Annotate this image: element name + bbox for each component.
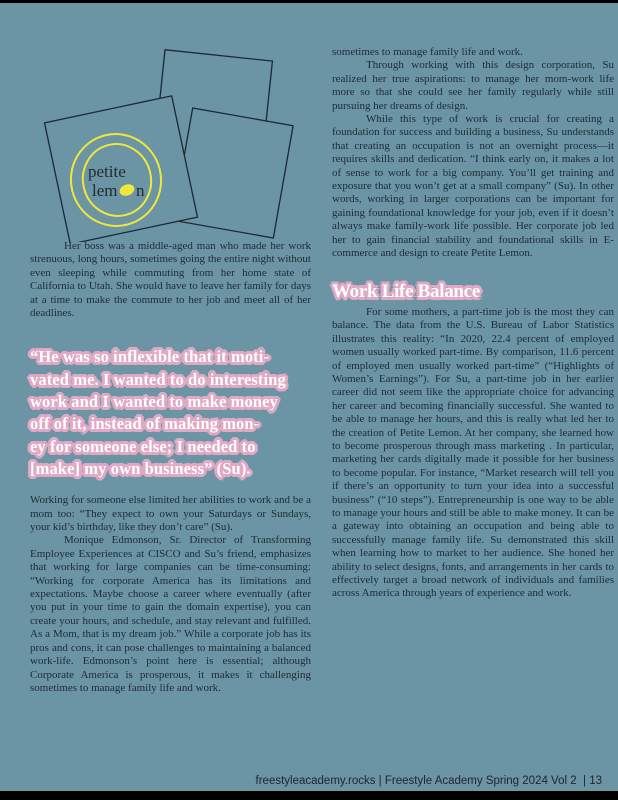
logo-word-petite: petite <box>88 162 126 181</box>
logo-word-lemon-pre: lem <box>92 181 118 200</box>
greeting-cards-illustration <box>30 30 311 242</box>
pull-quote-line: ey for someone else; I needed to <box>30 436 256 456</box>
top-border-bar <box>0 0 618 3</box>
footer-text: freestyleacademy.rocks | Freestyle Academy Spring 2024 Vol 2 | 13 <box>255 775 602 787</box>
pull-quote-line: vated me. I wanted to do interesting <box>30 369 286 389</box>
paragraph-through-working: Through working with this design corporation, Su realized her true aspirations: to manage her mom-work life more so that she could see her family regularly while still pursuing her dreams of design. <box>332 59 614 112</box>
paragraph-boss: Her boss was a middle-aged man who made her work strenuous, long hours, sometimes going the entire night without even sleeping while commuting from her home state of California to Utah. She would have to leave her family for days at a time to make the commute to her job and meet all of her deadlines. <box>30 240 311 320</box>
paragraph-monique-edmonson: Monique Edmonson, Sr. Director of Transforming Employee Experiences at CISCO and Su’s friend, emphasizes that working for large companies can be time-consuming: “Working for corporate America has its limitations and expectations. Maybe choose a career where eventually (after you put in your time to gain the domain expertise), you can create your hours, and schedule, and stay relevant and fulfilled. As a Mom, that is my dream job.” While a corporate job has its pros and cons, it can pose challenges to maintaining a balanced work-life. Edmonson’s point here is essential; although Corporate America is prosperous, it makes it challenging sometimes to manage family life and work. <box>30 534 311 694</box>
pull-quote-line: “He was so inflexible that it moti- <box>30 347 270 367</box>
paragraph-working-for-someone: Working for someone else limited her abilities to work and be a mom too: “They expect to own your Saturdays or Sundays, your kid’s birthday, like they don’t care” (Su). <box>30 494 311 534</box>
paragraph-while-this-type: While this type of work is crucial for creating a foundation for success and building a business, Su understands that creating an occupation is not an overnight process—it requires skills and dedication. “I think early on, it makes a lot of sense to work for a big company. You’ll get training and exposure that you won’t get at a small company” (Su). In other words, working in larger corporations can be important for gaining foundational knowledge for your job, even if it doesn’t always make family-work life possible. Her corporate job led her to gain financial stability and foundational skills in E-commerce and design to create Petite Lemon. <box>332 113 614 260</box>
left-column <box>30 240 311 695</box>
paragraph-continuation: sometimes to manage family life and work. <box>332 46 523 58</box>
paragraph-for-some-mothers: For some mothers, a part-time job is the most they can balance. The data from the U.S. Bureau of Labor Statistics illustrates this reality: “In 2020, 22.4 percent of employed women usually worked part-time. By comparison, 11.6 percent of employed men usually worked part-time” (“Highlights of Women’s Earnings”). For Su, a part-time job in her earlier career did not seem like the appropriate choice for advancing her career and becoming financially successful. She wanted to be able to manage her hours, and this is really what led her to the creation of Petite Lemon. At her company, she learned how to become prosperous through mass marketing . In particular, marketing her cards digitally made it possible for her business to become popular. For instance, “Market research will tell you if there’s an opportunity to turn your idea into a successful business” (“10 steps”). Entrepreneurship is one way to be able to manage your hours and still be able to make money. It can be a gateway into obtaining an occupation and being able to successfully manage family life. Su demonstrated this skill when learning how to market to her audience. She honed her ability to select designs, fonts, and arrangements in her cards to effectively target a broad network of individuals and families across America through years of experience and work. <box>332 305 614 600</box>
pull-quote-line: work and I wanted to make money <box>30 392 278 412</box>
pull-quote <box>30 346 311 480</box>
pull-quote-line: off of it, instead of making mon- <box>30 414 260 434</box>
section-heading-work-life-balance: Work Life Balance <box>332 280 480 302</box>
logo-word-lemon-post: n <box>136 181 145 200</box>
bottom-border-bar <box>0 791 618 800</box>
pull-quote-line: [make] my own business” (Su). <box>30 458 251 478</box>
right-column <box>332 46 614 601</box>
